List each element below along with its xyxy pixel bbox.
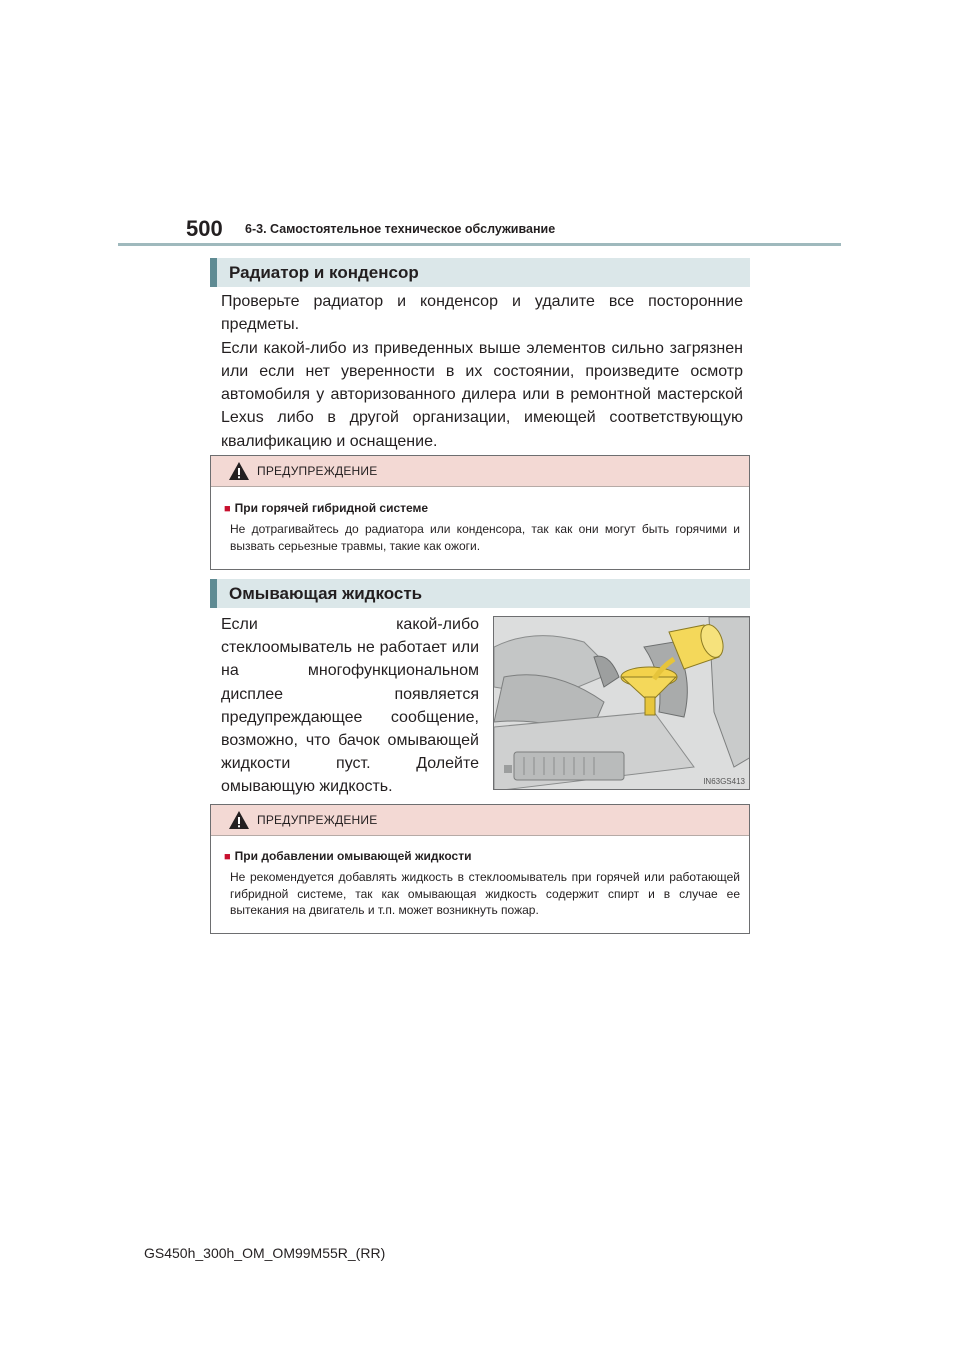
- header-rule: [118, 243, 841, 246]
- footer-doc-code: GS450h_300h_OM_OM99M55R_(RR): [144, 1245, 386, 1261]
- paragraph: Проверьте радиатор и конденсор и удалите все посторонние предметы.: [221, 293, 743, 334]
- section-title: Омывающая жидкость: [229, 584, 423, 603]
- engine-bay-image: [494, 617, 750, 790]
- section-title: Радиатор и конденсор: [229, 263, 419, 282]
- warning-box: [210, 455, 750, 570]
- warning-subtitle-text: При горячей гибридной системе: [234, 501, 429, 515]
- section-heading-washer: [210, 579, 750, 608]
- warning-body: Не дотрагивайтесь до радиатора или конденсора, так как они могут быть горячими и вызвать серьезные травмы, такие как ожоги.: [230, 522, 740, 553]
- illustration-code: IN63GS413: [703, 777, 745, 786]
- warning-subtitle: [224, 501, 428, 515]
- bullet-square-icon: ■: [224, 503, 231, 515]
- washer-text: Если какой-либо стеклоомыватель не работает или на многофункциональном дисплее появляется предупреждающее сообщение, возможно, что бачок омывающей жидкости пуст. Долейте омывающую жидкость.: [221, 616, 479, 796]
- warning-subtitle: [224, 849, 471, 863]
- paragraph: Если какой-либо из приведенных выше элементов сильно загрязнен или если нет уверенности в их состоянии, произведите осмотр автомобиля у авторизованного дилера или в ремонтной мастерской Lexus либо в другой организации, имеющей соответствующую квалификацию и оснащение.: [221, 339, 743, 450]
- warning-box: [210, 804, 750, 934]
- warning-body: Не рекомендуется добавлять жидкость в стеклоомыватель при горячей или работающей гибридной системе, так как омывающая жидкость содержит спирт и в случае ее вытекания на двигатель и т.п. может возникнуть пожар.: [230, 870, 740, 917]
- warning-label: ПРЕДУПРЕЖДЕНИЕ: [257, 813, 378, 827]
- bullet-square-icon: ■: [224, 851, 231, 863]
- warning-header: [211, 456, 749, 487]
- page-number: 500: [186, 216, 223, 241]
- warning-subtitle-text: При добавлении омывающей жидкости: [234, 849, 472, 863]
- warning-triangle-icon: [228, 810, 250, 830]
- warning-header: [211, 805, 749, 836]
- chapter-title: 6-3. Самостоятельное техническое обслуживание: [245, 222, 556, 236]
- warning-triangle-icon: [228, 461, 250, 481]
- section-heading-radiator: [210, 258, 750, 287]
- warning-label: ПРЕДУПРЕЖДЕНИЕ: [257, 464, 378, 478]
- washer-fluid-illustration: [493, 616, 750, 790]
- radiator-text: [221, 290, 743, 453]
